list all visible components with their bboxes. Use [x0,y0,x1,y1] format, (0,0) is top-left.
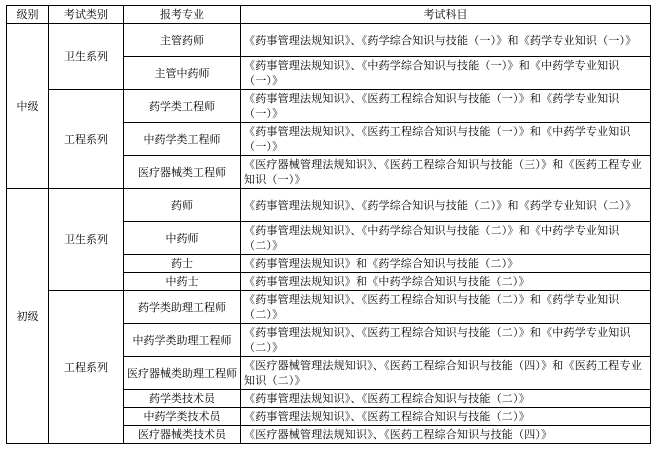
subjects-cell: 《药事管理法规知识》、《医药工程综合知识与技能（二）》 [241,390,651,408]
exam-subjects-table [6,5,651,444]
subjects-cell: 《药事管理法规知识》、《医药工程综合知识与技能（一）》和《中药学专业知识（一）》 [241,123,651,156]
major-cell: 中药士 [124,273,241,291]
major-cell: 中药学类助理工程师 [124,324,241,357]
subjects-cell: 《药事管理法规知识》、《医药工程综合知识与技能（二）》和《中药学专业知识（二）》 [241,324,651,357]
table-row [7,291,651,324]
major-cell: 药学类工程师 [124,90,241,123]
subjects-cell: 《医疗器械管理法规知识》、《医药工程综合知识与技能（四）》 [241,426,651,444]
subjects-cell: 《药事管理法规知识》、《中药学综合知识与技能（一）》和《中药学专业知识（一）》 [241,57,651,90]
table-row [7,90,651,123]
header-level: 级别 [7,6,49,24]
major-cell: 医疗器械类技术员 [124,426,241,444]
table-row [7,189,651,222]
major-cell: 中药师 [124,222,241,255]
major-cell: 主管药师 [124,24,241,57]
series-cell: 工程系列 [49,291,124,444]
subjects-cell: 《药事管理法规知识》和《药学综合知识与技能（二）》 [241,255,651,273]
subjects-cell: 《药事管理法规知识》、《中药学综合知识与技能（二）》和《中药学专业知识（二）》 [241,222,651,255]
header-exam-category: 考试类别 [49,6,124,24]
header-row [7,6,651,24]
level-cell: 中级 [7,24,49,189]
series-cell: 卫生系列 [49,189,124,291]
series-cell: 卫生系列 [49,24,124,90]
major-cell: 中药学类工程师 [124,123,241,156]
major-cell: 中药学类技术员 [124,408,241,426]
major-cell: 药学类技术员 [124,390,241,408]
major-cell: 药师 [124,189,241,222]
major-cell: 医疗器械类工程师 [124,156,241,189]
subjects-cell: 《医疗器械管理法规知识》、《医药工程综合知识与技能（四）》和《医药工程专业知识（二）》 [241,357,651,390]
series-cell: 工程系列 [49,90,124,189]
subjects-cell: 《药事管理法规知识》、《医药工程综合知识与技能（二）》 [241,408,651,426]
subjects-cell: 《药事管理法规知识》、《药学综合知识与技能（二）》和《药学专业知识（二）》 [241,189,651,222]
major-cell: 药学类助理工程师 [124,291,241,324]
subjects-cell: 《药事管理法规知识》、《药学综合知识与技能（一）》和《药学专业知识（一）》 [241,24,651,57]
level-cell: 初级 [7,189,49,444]
subjects-cell: 《药事管理法规知识》和《中药学综合知识与技能（二）》 [241,273,651,291]
subjects-cell: 《药事管理法规知识》、《医药工程综合知识与技能（二）》和《药学专业知识（二）》 [241,291,651,324]
subjects-cell: 《医疗器械管理法规知识》、《医药工程综合知识与技能（三）》和《医药工程专业知识（一）》 [241,156,651,189]
table-row [7,24,651,57]
header-major: 报考专业 [124,6,241,24]
header-subjects: 考试科目 [241,6,651,24]
major-cell: 药士 [124,255,241,273]
subjects-cell: 《药事管理法规知识》、《医药工程综合知识与技能（一）》和《药学专业知识（一）》 [241,90,651,123]
major-cell: 主管中药师 [124,57,241,90]
major-cell: 医疗器械类助理工程师 [124,357,241,390]
